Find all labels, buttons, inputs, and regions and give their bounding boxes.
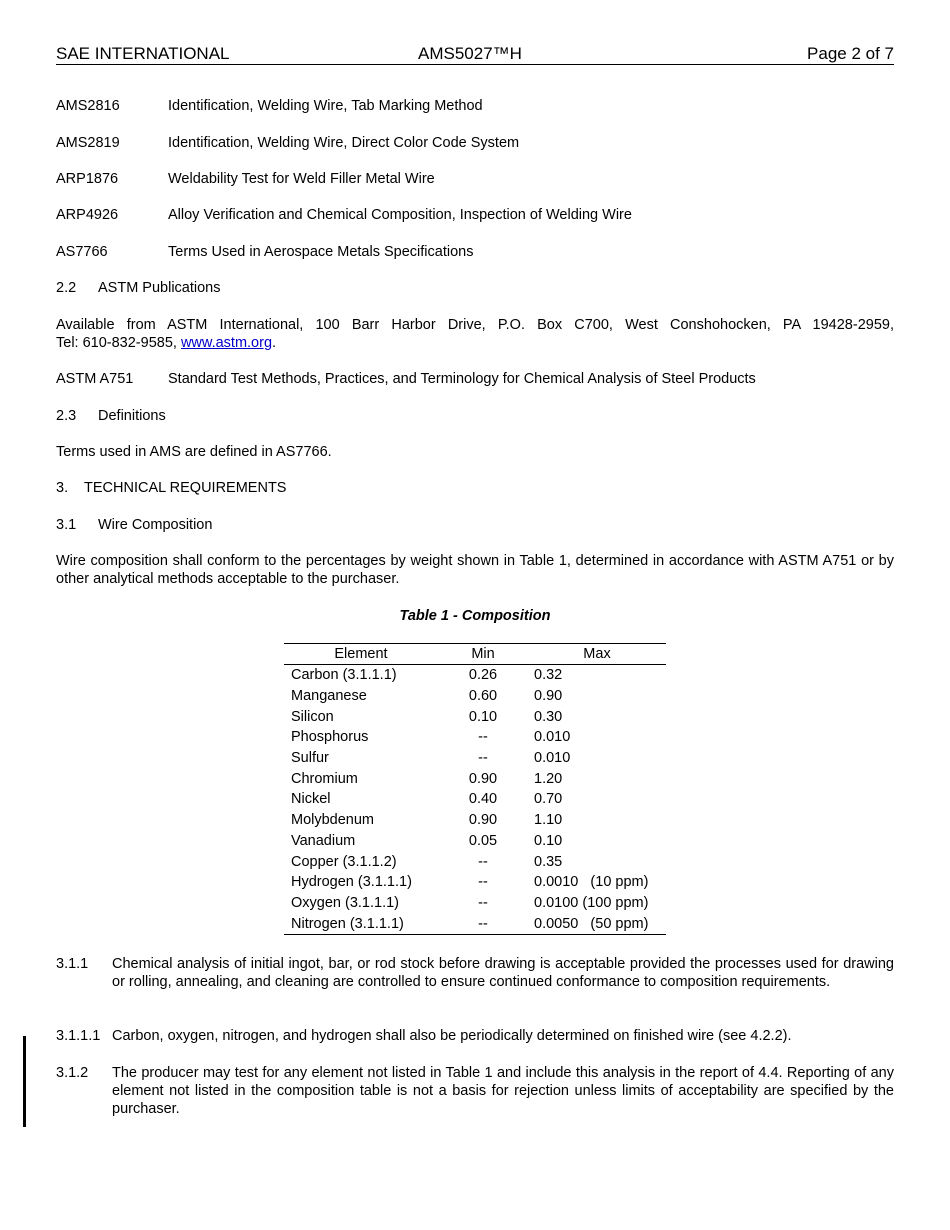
paragraph-text: Chemical analysis of initial ingot, bar, or rod stock before drawing is acceptable provided the processes used for drawing or rolling, annealing, and cleaning are controlled to ensure continued conformance to composition requirements. (112, 956, 894, 990)
cell-element: Oxygen (3.1.1.1) (291, 894, 399, 911)
cell-element: Nickel (291, 791, 331, 808)
column-header-element: Element (284, 644, 438, 665)
astm-availability (56, 316, 894, 352)
cell-min: 0.05 (468, 832, 498, 849)
cell-min: -- (478, 874, 488, 891)
ref-code: AMS2819 (56, 135, 120, 151)
paragraph-text: Carbon, oxygen, nitrogen, and hydrogen shall also be periodically determined on finished wire (see 4.2.2). (112, 1028, 792, 1044)
cell-min: -- (478, 853, 488, 870)
cell-max: 0.70 (534, 791, 563, 808)
header-page-number: Page 2 of 7 (807, 44, 894, 63)
header-org: SAE INTERNATIONAL (56, 44, 230, 63)
table-row (284, 665, 666, 686)
astm-period: . (272, 335, 277, 351)
cell-element: Vanadium (291, 832, 356, 849)
cell-min: 0.60 (468, 688, 498, 705)
cell-max: 1.20 (534, 770, 563, 787)
revision-change-bar (23, 1036, 26, 1127)
page-header (56, 44, 894, 65)
ref-code: ASTM A751 (56, 371, 134, 387)
composition-paragraph: Wire composition shall conform to the percentages by weight shown in Table 1, determined in accordance with ASTM A751 or by other analytical methods acceptable to the purchaser. (56, 553, 894, 587)
section-number: 2.2 (56, 280, 77, 296)
section-heading: Wire Composition (98, 517, 213, 533)
section-heading: Definitions (98, 408, 166, 424)
cell-min: -- (478, 750, 488, 767)
cell-max: 0.30 (534, 708, 563, 725)
table-header-row (284, 644, 666, 665)
cell-element: Phosphorus (291, 729, 369, 746)
section-number: 2.3 (56, 408, 77, 424)
cell-min: -- (478, 894, 488, 911)
table-row (284, 810, 666, 831)
section-heading: ASTM Publications (98, 280, 221, 296)
cell-element: Silicon (291, 708, 334, 725)
cell-min: 0.26 (468, 667, 498, 684)
cell-element: Nitrogen (3.1.1.1) (284, 913, 438, 934)
paragraph-number: 3.1.1.1 (56, 1028, 101, 1044)
cell-max: 0.0050 (50 ppm) (528, 913, 666, 934)
cell-max: 0.32 (534, 667, 563, 684)
cell-min: 0.90 (468, 812, 498, 829)
table-row (284, 748, 666, 769)
cell-max: 0.0010 (10 ppm) (534, 874, 649, 891)
ref-title: Weldability Test for Weld Filler Metal Wire (168, 171, 435, 187)
table-row (284, 893, 666, 914)
astm-availability-line2 (56, 334, 894, 352)
cell-max: 1.10 (534, 812, 563, 829)
ref-code: ARP1876 (56, 171, 119, 187)
table-row (284, 913, 666, 934)
cell-min: -- (478, 729, 488, 746)
cell-max: 0.0100 (100 ppm) (534, 894, 649, 911)
cell-min: 0.90 (468, 770, 498, 787)
ref-title: Terms Used in Aerospace Metals Specifications (168, 244, 474, 260)
paragraph-number: 3.1.2 (56, 1065, 89, 1081)
cell-max: 0.90 (534, 688, 563, 705)
cell-element: Molybdenum (291, 812, 375, 829)
table-caption: Table 1 - Composition (399, 608, 551, 624)
cell-element: Manganese (291, 688, 367, 705)
table-row (284, 872, 666, 893)
ref-code: AMS2816 (56, 98, 120, 114)
table-row (284, 851, 666, 872)
composition-table (284, 643, 666, 935)
cell-max: 0.010 (534, 729, 571, 746)
astm-availability-line1: Available from ASTM International, 100 Barr Harbor Drive, P.O. Box C700, West Conshohocken, PA 19428-2959, (56, 317, 894, 333)
ref-code: AS7766 (56, 244, 108, 260)
cell-min: -- (438, 913, 528, 934)
section-number: 3.1 (56, 517, 77, 533)
cell-element: Chromium (291, 770, 358, 787)
cell-min: 0.40 (468, 791, 498, 808)
table-row (284, 686, 666, 707)
astm-website-link[interactable]: www.astm.org (180, 335, 273, 351)
cell-max: 0.010 (534, 750, 571, 767)
ref-code: ARP4926 (56, 207, 119, 223)
header-doc-number: AMS5027™H (418, 44, 522, 63)
table-row (284, 831, 666, 852)
section-heading: TECHNICAL REQUIREMENTS (84, 480, 287, 496)
cell-element: Carbon (3.1.1.1) (291, 667, 397, 684)
section-number: 3. (56, 480, 69, 496)
ref-title: Alloy Verification and Chemical Composition, Inspection of Welding Wire (168, 207, 632, 223)
ref-title: Identification, Welding Wire, Direct Color Code System (168, 135, 520, 151)
cell-element: Hydrogen (3.1.1.1) (291, 874, 412, 891)
column-header-max: Max (528, 644, 666, 665)
cell-max: 0.35 (534, 853, 563, 870)
definitions-text: Terms used in AMS are defined in AS7766. (56, 444, 332, 460)
table-row (284, 768, 666, 789)
paragraph-number: 3.1.1 (56, 956, 89, 972)
paragraph-text: The producer may test for any element not listed in Table 1 and include this analysis in the report of 4.4. Reporting of any element not listed in the composition table is not a basis for rejection unless limits of acceptability are specified by the purchaser. (112, 1065, 894, 1117)
table-row (284, 727, 666, 748)
ref-title: Identification, Welding Wire, Tab Marking Method (168, 98, 483, 114)
cell-min: 0.10 (468, 708, 498, 725)
column-header-min: Min (438, 644, 528, 665)
ref-title: Standard Test Methods, Practices, and Terminology for Chemical Analysis of Steel Products (168, 371, 756, 387)
cell-element: Sulfur (291, 750, 329, 767)
table-row (284, 706, 666, 727)
cell-element: Copper (3.1.1.2) (291, 853, 397, 870)
astm-tel: Tel: 610-832-9585, (56, 335, 181, 351)
table-row (284, 789, 666, 810)
cell-max: 0.10 (534, 832, 563, 849)
